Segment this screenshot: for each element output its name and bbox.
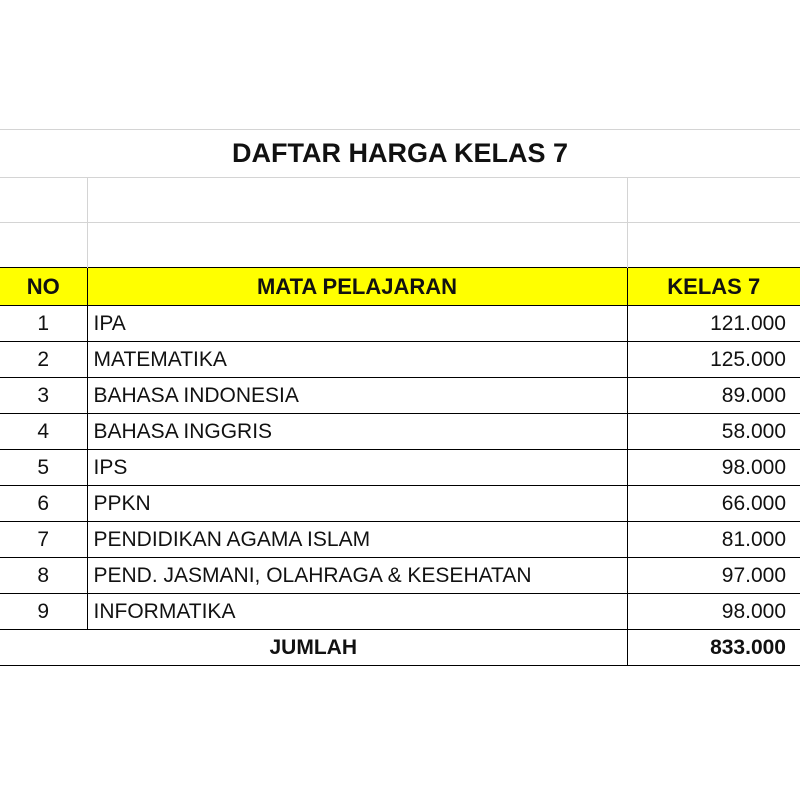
- price-table: [0, 129, 800, 666]
- subject-price: 58.000: [627, 414, 800, 450]
- subject-name: INFORMATIKA: [87, 594, 627, 630]
- table-row: [0, 414, 800, 450]
- subject-price: 81.000: [627, 522, 800, 558]
- subject-name: BAHASA INGGRIS: [87, 414, 627, 450]
- table-row: [0, 594, 800, 630]
- title-row: [0, 130, 800, 178]
- subject-name: PEND. JASMANI, OLAHRAGA & KESEHATAN: [87, 558, 627, 594]
- row-number: 8: [0, 558, 87, 594]
- row-number: 9: [0, 594, 87, 630]
- blank-row: [0, 178, 800, 223]
- subject-name: PPKN: [87, 486, 627, 522]
- empty-cell: [87, 178, 627, 223]
- row-number: 6: [0, 486, 87, 522]
- table-row: [0, 450, 800, 486]
- table-row: [0, 522, 800, 558]
- table-row: [0, 342, 800, 378]
- table-row: [0, 558, 800, 594]
- subject-price: 66.000: [627, 486, 800, 522]
- subject-name: BAHASA INDONESIA: [87, 378, 627, 414]
- subject-price: 98.000: [627, 594, 800, 630]
- table-row: [0, 486, 800, 522]
- total-value: 833.000: [627, 630, 800, 666]
- price-list-sheet: [0, 129, 800, 666]
- header-no: NO: [0, 268, 87, 306]
- subject-price: 89.000: [627, 378, 800, 414]
- header-price: KELAS 7: [627, 268, 800, 306]
- table-row: [0, 378, 800, 414]
- blank-row: [0, 223, 800, 268]
- subject-name: IPS: [87, 450, 627, 486]
- row-number: 5: [0, 450, 87, 486]
- empty-cell: [627, 178, 800, 223]
- subject-price: 97.000: [627, 558, 800, 594]
- table-row: [0, 306, 800, 342]
- subject-price: 121.000: [627, 306, 800, 342]
- total-row: [0, 630, 800, 666]
- total-label: JUMLAH: [0, 630, 627, 666]
- row-number: 3: [0, 378, 87, 414]
- sheet-title: DAFTAR HARGA KELAS 7: [0, 130, 800, 178]
- header-subject: MATA PELAJARAN: [87, 268, 627, 306]
- empty-cell: [627, 223, 800, 268]
- subject-name: IPA: [87, 306, 627, 342]
- subject-name: MATEMATIKA: [87, 342, 627, 378]
- empty-cell: [87, 223, 627, 268]
- subject-price: 125.000: [627, 342, 800, 378]
- row-number: 4: [0, 414, 87, 450]
- empty-cell: [0, 223, 87, 268]
- subject-price: 98.000: [627, 450, 800, 486]
- subject-name: PENDIDIKAN AGAMA ISLAM: [87, 522, 627, 558]
- empty-cell: [0, 178, 87, 223]
- header-row: [0, 268, 800, 306]
- row-number: 1: [0, 306, 87, 342]
- row-number: 7: [0, 522, 87, 558]
- row-number: 2: [0, 342, 87, 378]
